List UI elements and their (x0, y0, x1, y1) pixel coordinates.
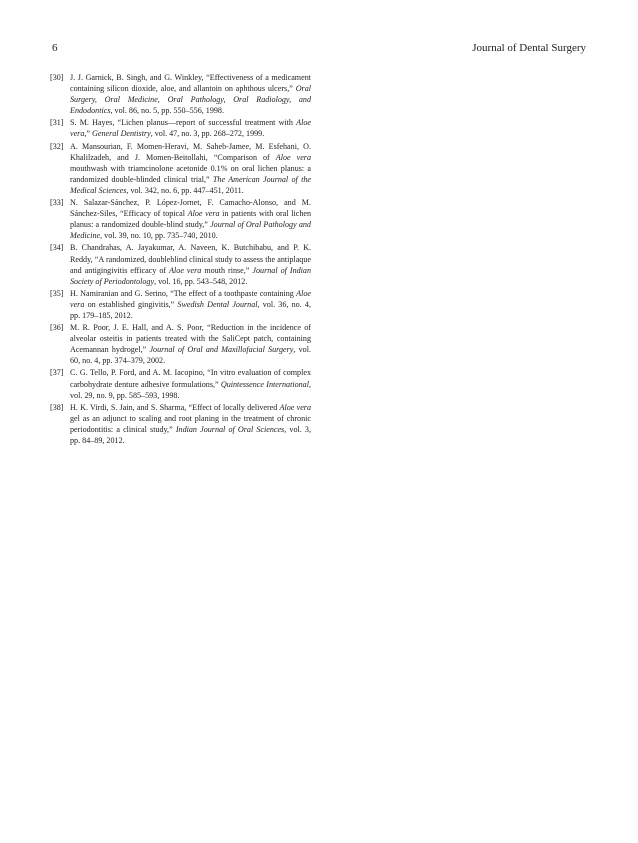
reference-segment: N. Salazar-Sánchez, P. López-Jornet, F. Camacho-Alonso, and M. Sánchez-Siles, “Efficacy of topical (70, 198, 311, 219)
reference-segment: , vol. 36, no. 4, pp. 179–185, 2012. (70, 299, 311, 320)
reference-italic-text: Swedish Dental Journal (177, 299, 258, 309)
reference-segment: in patients with oral lichen planus: a randomized double-blind study,” (70, 209, 311, 230)
reference-italic-text: The American Journal of the Medical Sciences (70, 174, 311, 195)
reference-segment: , vol. 16, pp. 543–548, 2012. (154, 276, 248, 286)
reference-segment: on established gingivitis,” (84, 299, 178, 309)
reference-italic-text: Journal of Oral Pathology and Medicine (70, 220, 311, 241)
reference-item (50, 242, 311, 286)
page-number: 6 (52, 42, 58, 54)
reference-segment: , vol. 60, no. 4, pp. 374–379, 2002. (70, 345, 311, 366)
reference-segment: A. Mansourian, F. Momen-Heravi, M. Saheb-Jamee, M. Esfehani, O. Khalilzadeh, and J. Momen-Beitollahi, “Comparison of (70, 141, 311, 162)
reference-text (70, 402, 311, 446)
reference-segment: , vol. 39, no. 10, pp. 735–740, 2010. (100, 231, 218, 241)
reference-segment: B. Chandrahas, A. Jayakumar, A. Naveen, K. Butchibabu, and P. K. Reddy, “A randomized, doubleblind clinical study to assess the antiplaque and antigingivitis efficacy of (70, 243, 311, 275)
reference-italic-text: Aloe vera (187, 209, 220, 219)
reference-italic-text: Aloe vera (279, 402, 311, 412)
reference-text (70, 322, 311, 366)
reference-text (70, 117, 311, 139)
reference-text (70, 367, 311, 400)
reference-number: [30] (50, 73, 64, 82)
reference-number: [32] (50, 141, 64, 151)
reference-segment: mouthwash with triamcinolone acetonide 0.1% on oral lichen planus: a randomized double-blinded clinical trial,” (70, 163, 311, 184)
reference-list (50, 72, 311, 447)
reference-italic-text: Quintessence International (220, 379, 309, 389)
page-header (52, 42, 586, 54)
reference-text (70, 288, 311, 321)
reference-italic-text: Aloe vera (275, 152, 311, 162)
reference-item (50, 288, 311, 321)
reference-segment: , vol. 3, pp. 84–89, 2012. (70, 424, 311, 445)
reference-italic-text: Oral Surgery, Oral Medicine, Oral Pathology, Oral Radiology, and Endodontics (70, 84, 311, 116)
reference-segment: , vol. 47, no. 3, pp. 268–272, 1999. (150, 129, 265, 139)
reference-segment: , vol. 86, no. 5, pp. 550–556, 1998. (110, 106, 225, 116)
reference-italic-text: Aloe vera (70, 118, 311, 139)
reference-italic-text: Aloe vera (169, 265, 202, 275)
reference-italic-text: General Dentistry (92, 129, 151, 139)
reference-number: [36] (50, 323, 64, 333)
reference-segment: C. G. Tello, P. Ford, and A. M. Iacopino, “In vitro evaluation of complex carbohydrate denture adhesive formulations,” (70, 368, 311, 389)
reference-text (70, 72, 311, 116)
reference-number: [37] (50, 368, 64, 378)
reference-number: [34] (50, 243, 64, 253)
reference-item (50, 367, 311, 400)
reference-italic-text: Journal of Indian Society of Periodontology (70, 265, 312, 286)
reference-segment: M. R. Poor, J. E. Hall, and A. S. Poor, “Reduction in the incidence of alveolar osteitis in patients treated with the SaliCept patch, containing Acemannan hydrogel,” (70, 323, 311, 355)
reference-item (50, 141, 311, 196)
reference-segment: S. M. Hayes, “Lichen planus—report of successful treatment with (70, 118, 297, 128)
reference-segment: ,” (84, 129, 93, 139)
reference-segment: mouth rinse,” (201, 265, 253, 275)
reference-text (70, 141, 311, 196)
reference-italic-text: Aloe vera (70, 288, 311, 309)
reference-item (50, 197, 311, 241)
reference-segment: H. Namiranian and G. Serino, “The effect of a toothpaste containing (70, 288, 297, 298)
reference-text (70, 197, 311, 241)
reference-segment: , vol. 342, no. 6, pp. 447–451, 2011. (126, 185, 244, 195)
reference-number: [33] (50, 198, 64, 208)
reference-segment: , vol. 29, no. 9, pp. 585–593, 1998. (70, 379, 311, 400)
reference-segment: H. K. Virdi, S. Jain, and S. Sharma, “Effect of locally delivered (70, 402, 280, 412)
reference-item (50, 72, 311, 116)
reference-number: [38] (50, 402, 64, 412)
journal-name: Journal of Dental Surgery (472, 42, 586, 54)
reference-item (50, 322, 311, 366)
reference-italic-text: Journal of Oral and Maxillofacial Surgery (149, 345, 294, 355)
reference-item (50, 402, 311, 446)
reference-segment: gel as an adjunct to scaling and root planing in the treatment of chronic periodontitis: a clinical study,” (70, 413, 311, 434)
reference-segment: J. J. Garnick, B. Singh, and G. Winkley, “Effectiveness of a medicament containing silicon dioxide, aloe, and allantoin on aphthous ulcers,” (70, 73, 311, 94)
reference-text (70, 242, 311, 286)
reference-number: [35] (50, 288, 64, 298)
reference-item (50, 117, 311, 139)
reference-italic-text: Indian Journal of Oral Sciences (175, 424, 285, 434)
reference-number: [31] (50, 118, 64, 128)
